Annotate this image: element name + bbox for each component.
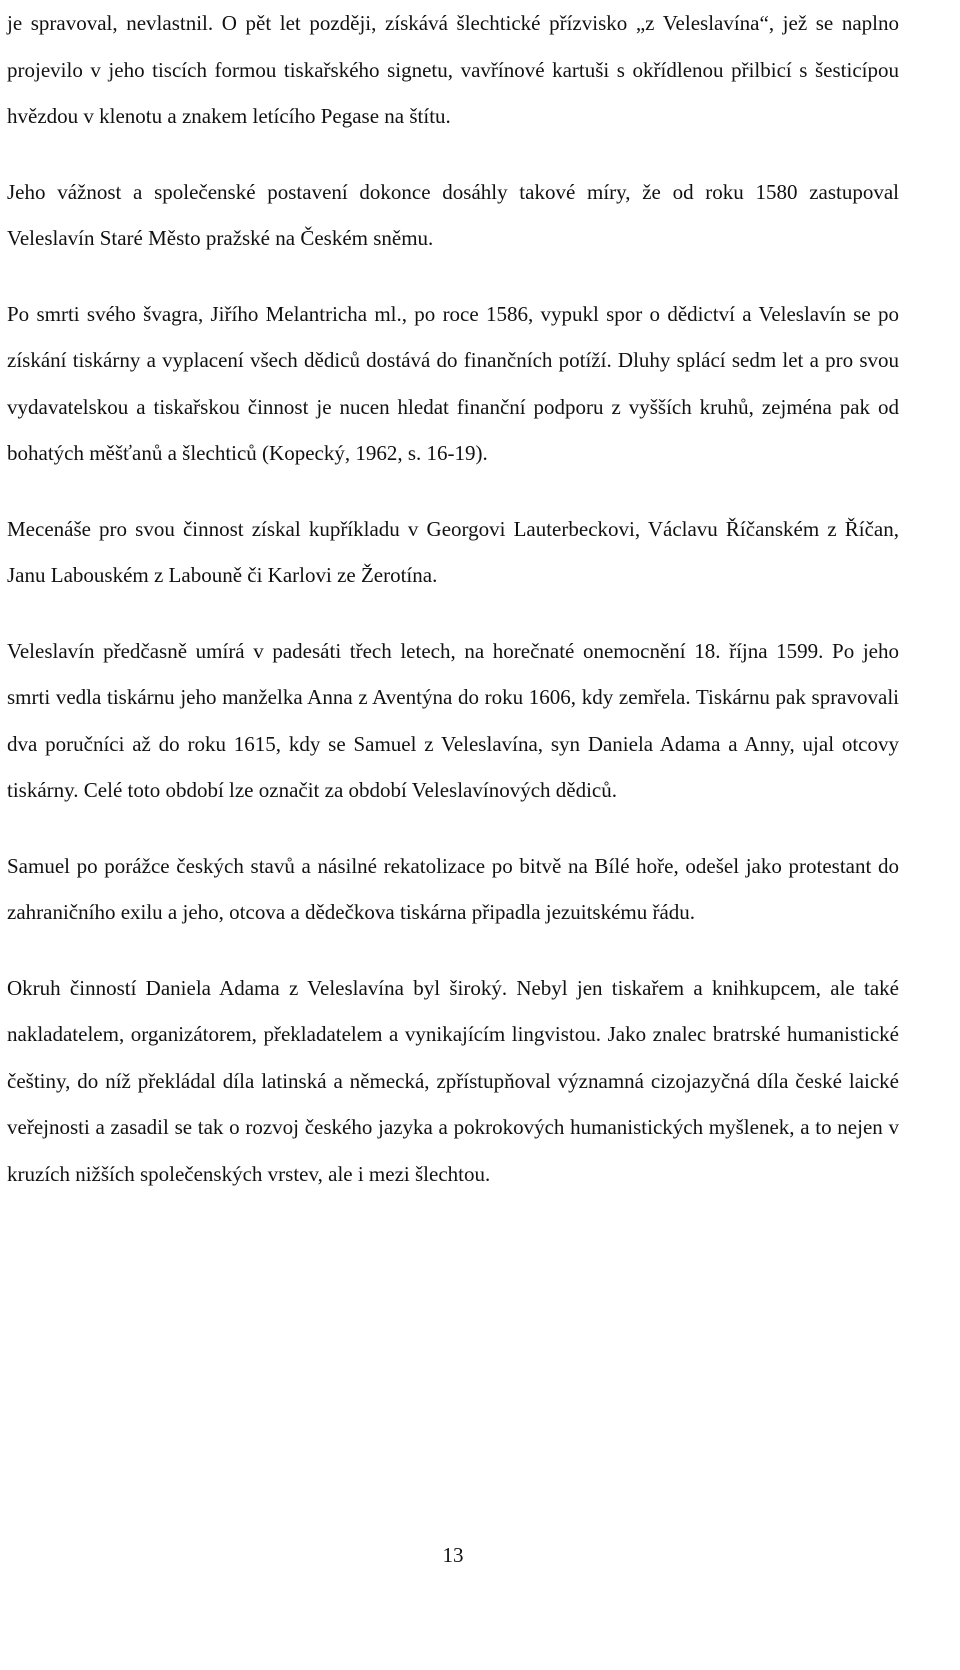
paragraph-6: Samuel po porážce českých stavů a násilné rekatolizace po bitvě na Bílé hoře, odešel jako protestant do zahraničního exilu a jeho, otcova a dědečkova tiskárna připadla jezuitskému řádu. (7, 853, 899, 924)
document-page (7, 0, 899, 1567)
paragraph-5: Veleslavín předčasně umírá v padesáti třech letech, na horečnaté onemocnění 18. října 1599. Po jeho smrti vedla tiskárnu jeho manželka Anna z Aventýna do roku 1606, kdy zemřela. Tiskárnu pak spravovali dva poručníci až do roku 1615, kdy se Samuel z Veleslavína, syn Daniela Adama a Anny, ujal otcovy tiskárny. Celé toto období lze označit za období Veleslavínových dědiců. (7, 638, 899, 802)
paragraph-2: Jeho vážnost a společenské postavení dokonce dosáhly takové míry, že od roku 1580 zastupoval Veleslavín Staré Město pražské na Českém sněmu. (7, 179, 899, 250)
paragraph-1: je spravoval, nevlastnil. O pět let později, získává šlechtické přízvisko „z Veleslavína“, jež se naplno projevilo v jeho tiscích formou tiskařského signetu, vavřínové kartuši s okřídlenou přilbicí s šesticípou hvězdou v klenotu a znakem letícího Pegase na štítu. (7, 11, 899, 128)
paragraph-4: Mecenáše pro svou činnost získal kupříkladu v Georgovi Lauterbeckovi, Václavu Říčanském z Říčan, Janu Labouském z Labouně či Karlovi ze Žerotína. (7, 516, 899, 587)
paragraph-3: Po smrti svého švagra, Jiřího Melantricha ml., po roce 1586, vypukl spor o dědictví a Veleslavín se po získání tiskárny a vyplacení všech dědiců dostává do finančních potíží. Dluhy splácí sedm let a pro svou vydavatelskou a tiskařskou činnost je nucen hledat finanční podporu z vyšších kruhů, zejména pak od bohatých měšťanů a šlechticů (Kopecký, 1962, s. 16-19). (7, 301, 899, 465)
page-number: 13 (442, 1543, 464, 1567)
paragraph-7: Okruh činností Daniela Adama z Veleslavína byl široký. Nebyl jen tiskařem a knihkupcem, ale také nakladatelem, organizátorem, překladatelem a vynikajícím lingvistou. Jako znalec bratrské humanistické češtiny, do níž překládal díla latinská a německá, zpřístupňoval významná cizojazyčná díla české laické veřejnosti a zasadil se tak o rozvoj českého jazyka a pokrokových humanistických myšlenek, a to nejen v kruzích nižších společenských vrstev, ale i mezi šlechtou. (7, 975, 899, 1186)
